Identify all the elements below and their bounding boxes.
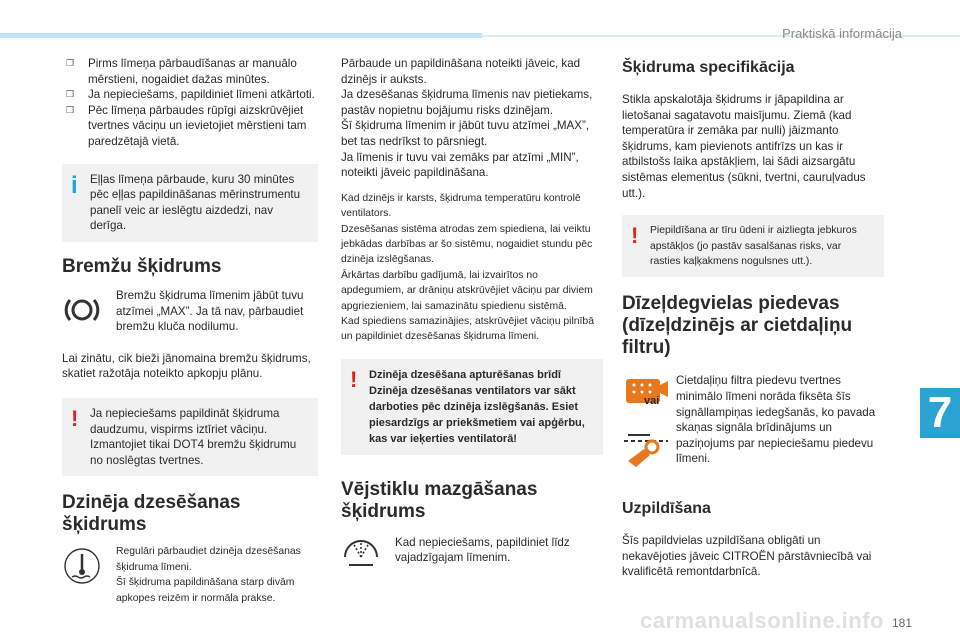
diesel-icon-row: Cietdaļiņu filtra piedevu tvertnes minimālo līmeni norāda fiksēta šīs signāllampiņas iedegšanās, ko pavada skaņas signāla brīdinājums un paziņojums par nepieciešamu piedevu līmeni. [622,373,884,467]
warning-box: ! Dzinēja dzesēšana apturēšanas brīdī Dzinēja dzesēšanas ventilators var sākt darboties pēc dzinēja izslēgšanās. Esiet piesardzīgs ar priekšmetiem vai apģērbu, kas var ieķerties ventilatorā! [341,359,603,455]
section-title-fill: Uzpildīšana [622,499,711,517]
page-number: 181 [891,616,912,630]
diesel-icon-label: vai [644,395,660,407]
page-header-title: Praktiskā informācija [782,26,902,41]
coolant-level-icon [62,546,102,591]
coolant-icon-row: Regulāri pārbaudiet dzinēja dzesēšanas šķidruma līmeni. Šī šķidruma papildināšana starp divām apkopes reizēm ir normāla prakse. [62,544,318,606]
bullet-item: ❒ Pēc līmeņa pārbaudes rūpīgi aizskrūvējiet tvertnes vāciņu un ievietojiet mērstieni tam paredzētajā vietā. [66,103,307,148]
bullet-icon: ❒ [66,104,75,115]
warning-icon: ! [631,223,639,249]
brake-icon-row: Bremžu šķidruma līmenim jābūt tuvu atzīmei „MAX”. Ja tā nav, pārbaudiet bremžu kluča nodilumu. [62,288,318,335]
section-title-coolant: Dzinēja dzesēšanas šķidrums [62,492,241,536]
section-title-brake: Bremžu šķidrums [62,255,222,277]
info-icon: i [71,171,78,199]
bullet-icon: ❒ [66,58,75,68]
warning-icon: ! [71,405,79,431]
info-box: i Eļļas līmeņa pārbaude, kuru 30 minūtes pēc eļļas papildināšanas mērinstrumentu panelī veic ar ieslēgtu aizdedzi, nav derīga. [62,164,318,242]
diesel-additive-icons [622,375,672,476]
bullet-item: ❒ Ja nepieciešams, papildiniet līmeni atkārtoti. [66,88,315,102]
bullet-item: ❒ Pirms līmeņa pārbaudīšanas ar manuālo mērstieni, nogaidiet dažas minūtes. [66,57,297,86]
section-title-spec: Šķidruma specifikācija [622,59,795,76]
column-left: ❒ Pirms līmeņa pārbaudīšanas ar manuālo mērstieni, nogaidiet dažas minūtes. ❒ Ja nepieciešams, papildiniet līmeni atkārtoti. ❒ Pēc līmeņa pārbaudes rūpīgi aizskrūvējiet tvertnes vāciņu un ievietojiet mērstieni tam paredzētajā vietā. i Eļļas līmeņa pārbaude, kuru 30 minūtes pēc eļļas papildināšanas mērinstrumentu panelī veic ar ieslēgtu aizdedzi, nav derīga. Bremžu šķidrums Bremžu šķidruma līmenim jābūt tuvu atzīmei „MAX”. Ja tā nav, pārbaudiet bremžu kluča nodilumu. Lai zinātu, cik bieži jānomaina bremžu šķidrums, skatiet ražotāja noteikto apkopju plānu. ! Ja nepieciešams papildināt šķidruma daudzumu, vispirms iztīriet vāciņu. Izmantojiet tikai DOT4 bremžu šķidrumu no noslēgtas tvertnes. Dzinēja dzesēšanas šķidrums Regulāri pārbaudiet dzinēja dzesēšanas šķidruma līmeni. Šī šķidruma papildināšana starp divām apkopes reizēm ir normāla prakse. [62,56,318,606]
coolant-details: Kad dzinējs ir karsts, šķidruma temperatūru kontrolē ventilators. Dzesēšanas sistēma atrodas zem spiediena, lai veiktu jebkādas darbības ar šo sistēmu, nogaidiet stundu pēc dzinēja izslēgšanas. Ārkārtas darbību gadījumā, lai izvairītos no apdegumiem, ar drāniņu atskrūvējiet vāciņu par diviem apgriezieniem, lai samazinātu spiedienu sistēmā. Kad spiediens samazinājies, atskrūvējiet vāciņu pilnībā un papildiniet dzesēšanas šķidruma līmeni. [341,192,594,343]
watermark: carmanualsonline.info [640,608,884,633]
warning-icon: ! [350,366,358,392]
section-title-washer: Vējstiklu mazgāšanas šķidrums [341,478,538,522]
warning-box: ! Piepildīšana ar tīru ūdeni ir aizliegta jebkuros apstākļos (jo pastāv sasalšanas risks, var rasties kaļķakmens nogulsnes utt.). [622,215,884,277]
warning-box: ! Ja nepieciešams papildināt šķidruma daudzumu, vispirms iztīriet vāciņu. Izmantojiet tikai DOT4 bremžu šķidrumu no noslēgtas tvertnes. [62,398,318,476]
washer-fluid-icon [341,537,381,578]
washer-icon-row: Kad nepieciešams, papildiniet līdz vajadzīgajam līmenim. [341,535,603,566]
bullet-icon: ❒ [66,89,75,100]
section-title-diesel: Dīzeļdegvielas piedevas (dīzeļdzinējs ar cietdaļiņu filtru) [622,293,853,359]
header-accent-bar [0,33,482,38]
column-middle: Pārbaude un papildināšana noteikti jāveic, kad dzinējs ir auksts. Ja dzesēšanas šķidruma līmenis nav pietiekams, pastāv nopietnu bojājumu risks dzinējam. Šī šķidruma līmenim ir jābūt tuvu atzīmei „MAX”, bet tas nedrīkst to pārsniegt. Ja līmenis ir tuvu vai zemāks par atzīmi „MIN”, noteikti jāveic papildināšana. Kad dzinējs ir karsts, šķidruma temperatūru kontrolē ventilators. Dzesēšanas sistēma atrodas zem spiediena, lai veiktu jebkādas darbības ar šo sistēmu, nogaidiet stundu pēc dzinēja izslēgšanas. Ārkārtas darbību gadījumā, lai izvairītos no apdegumiem, ar drāniņu atskrūvējiet vāciņu par diviem apgriezieniem, lai samazinātu spiedienu sistēmā. Kad spiediens samazinājies, atskrūvējiet vāciņu pilnībā un papildiniet dzesēšanas šķidruma līmeni. ! Dzinēja dzesēšana apturēšanas brīdī Dzinēja dzesēšanas ventilators var sākt darboties pēc dzinēja izslēgšanās. Esiet piesardzīgs ar priekšmetiem vai apģērbu, kas var ieķerties ventilatorā! Vējstiklu mazgāšanas šķidrums Kad nepieciešams, papildiniet līdz vajadzīgajam līmenim. [341,56,603,566]
brake-warning-icon [62,290,102,335]
column-right: Šķidruma specifikācija Stikla apskalotāja šķidrums ir jāpapildina ar lietošanai sagatavotu maisījumu. Ziemā (kad temperatūra ir zemāka par nulli) jāizmanto šķidrums, kam pievienots antifrīzs un kas ir atbilstošs laika apstākļiem, lai šādi aizsargātu sistēmas elementus (sūkni, tvertni, cauruļvadus utt.). ! Piepildīšana ar tīru ūdeni ir aizliegta jebkuros apstākļos (jo pastāv sasalšanas risks, var rasties kaļķakmens nogulsnes utt.). Dīzeļdegvielas piedevas (dīzeļdzinējs ar cietdaļiņu filtru) Cietdaļiņu filtra piedevu tvertnes minimālo līmeni norāda fiksēta šīs signāllampiņas iedegšanās, ko pavada skaņas signāla brīdinājums un paziņojums par nepieciešamu piedevu līmeni. vai Uzpildīšana Šīs papildvielas uzpildīšana obligāti un nekavējoties jāveic CITROËN pārstāvniecībā vai kvalificētā remontdarbnīcā. [622,58,884,580]
chapter-tab: 7 [920,388,960,438]
